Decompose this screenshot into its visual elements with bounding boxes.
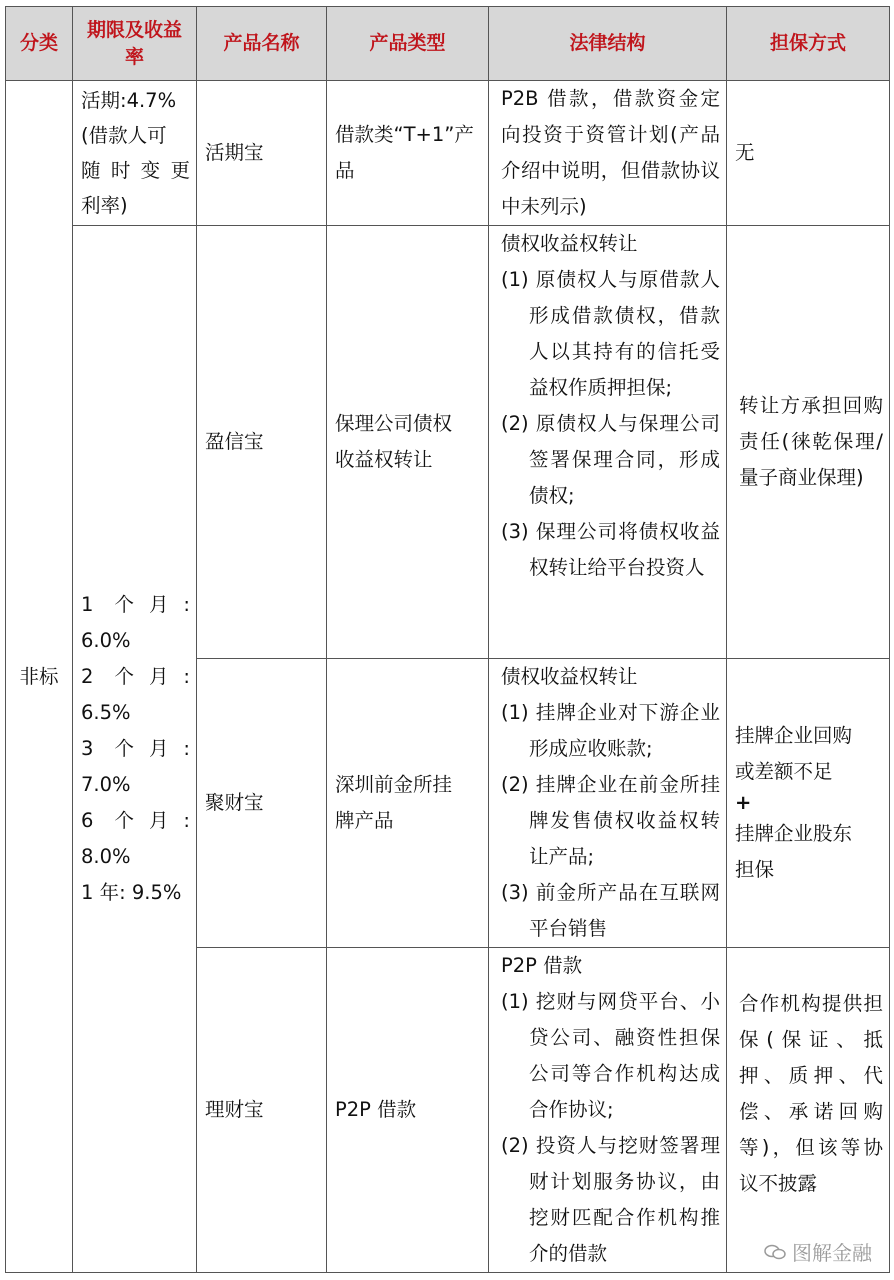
term-1y: 1 年: 9.5% <box>81 881 182 904</box>
wechat-icon <box>764 1244 786 1260</box>
term-2m: 2 个月: <box>81 665 190 688</box>
product-name-cell: 理财宝 <box>197 948 327 1273</box>
guarantee-cell: 转让方承担回购责任(徕乾保理/量子商业保理) <box>727 226 890 659</box>
term-6m: 6 个月: <box>81 809 190 832</box>
product-name-cell: 盈信宝 <box>197 226 327 659</box>
product-type-cell: 借款类“T+1”产 品 <box>327 81 489 226</box>
legal-structure-cell: P2P 借款 (1) 挖财与网贷平台、小贷公司、融资性担保公司等合作机构达成合作协议; (2) 投资人与挖财签署理财计划服务协议，由挖财匹配合作机构推介的借款 <box>489 948 727 1273</box>
product-type-cell: 保理公司债权 收益权转让 <box>327 226 489 659</box>
header-legal: 法律结构 <box>489 7 727 81</box>
table-row <box>6 81 890 226</box>
header-category: 分类 <box>6 7 73 81</box>
watermark-text: 图解金融 <box>792 1241 872 1265</box>
category-cell: 非标 <box>6 81 73 1273</box>
product-table <box>5 6 890 1273</box>
watermark <box>764 1237 872 1266</box>
legal-structure-cell: P2B 借款，借款资金定向投资于资管计划(产品介绍中说明，但借款协议中未列示) <box>489 81 727 226</box>
header-guarantee: 担保方式 <box>727 7 890 81</box>
table-row <box>6 226 890 659</box>
term-1m: 1 个月: <box>81 593 190 616</box>
header-row <box>6 7 890 81</box>
legal-structure-cell: 债权收益权转让 (1) 原债权人与原借款人形成借款债权，借款人以其持有的信托受益权作质押担保; (2) 原债权人与保理公司签署保理合同，形成债权; (3) 保理公司将债权收益权转让给平台投资人 <box>489 226 727 659</box>
product-name-cell: 聚财宝 <box>197 659 327 948</box>
product-name-cell: 活期宝 <box>197 81 327 226</box>
product-type-cell: P2P 借款 <box>327 948 489 1273</box>
header-term: 期限及收益率 <box>73 7 197 81</box>
guarantee-cell: 挂牌企业回购 或差额不足 + 挂牌企业股东 担保 <box>727 659 890 948</box>
guarantee-cell: 合作机构提供担保(保证、抵押、质押、代偿、承诺回购等)，但该等协议不披露 <box>727 948 890 1273</box>
guarantee-cell: 无 <box>727 81 890 226</box>
shared-term-cell: 1 个月: 6.0% 2 个月: 6.5% 3 个月: 7.0% 6 个月: 8.0% 1 年: 9.5% <box>73 226 197 1273</box>
legal-structure-cell: 债权收益权转让 (1) 挂牌企业对下游企业形成应收账款; (2) 挂牌企业在前金所挂牌发售债权收益权转让产品; (3) 前金所产品在互联网平台销售 <box>489 659 727 948</box>
product-type-cell: 深圳前金所挂 牌产品 <box>327 659 489 948</box>
term-cell: 活期:4.7% (借款人可 随时变更 利率) <box>73 81 197 226</box>
header-name: 产品名称 <box>197 7 327 81</box>
term-3m: 3 个月: <box>81 737 190 760</box>
header-type: 产品类型 <box>327 7 489 81</box>
